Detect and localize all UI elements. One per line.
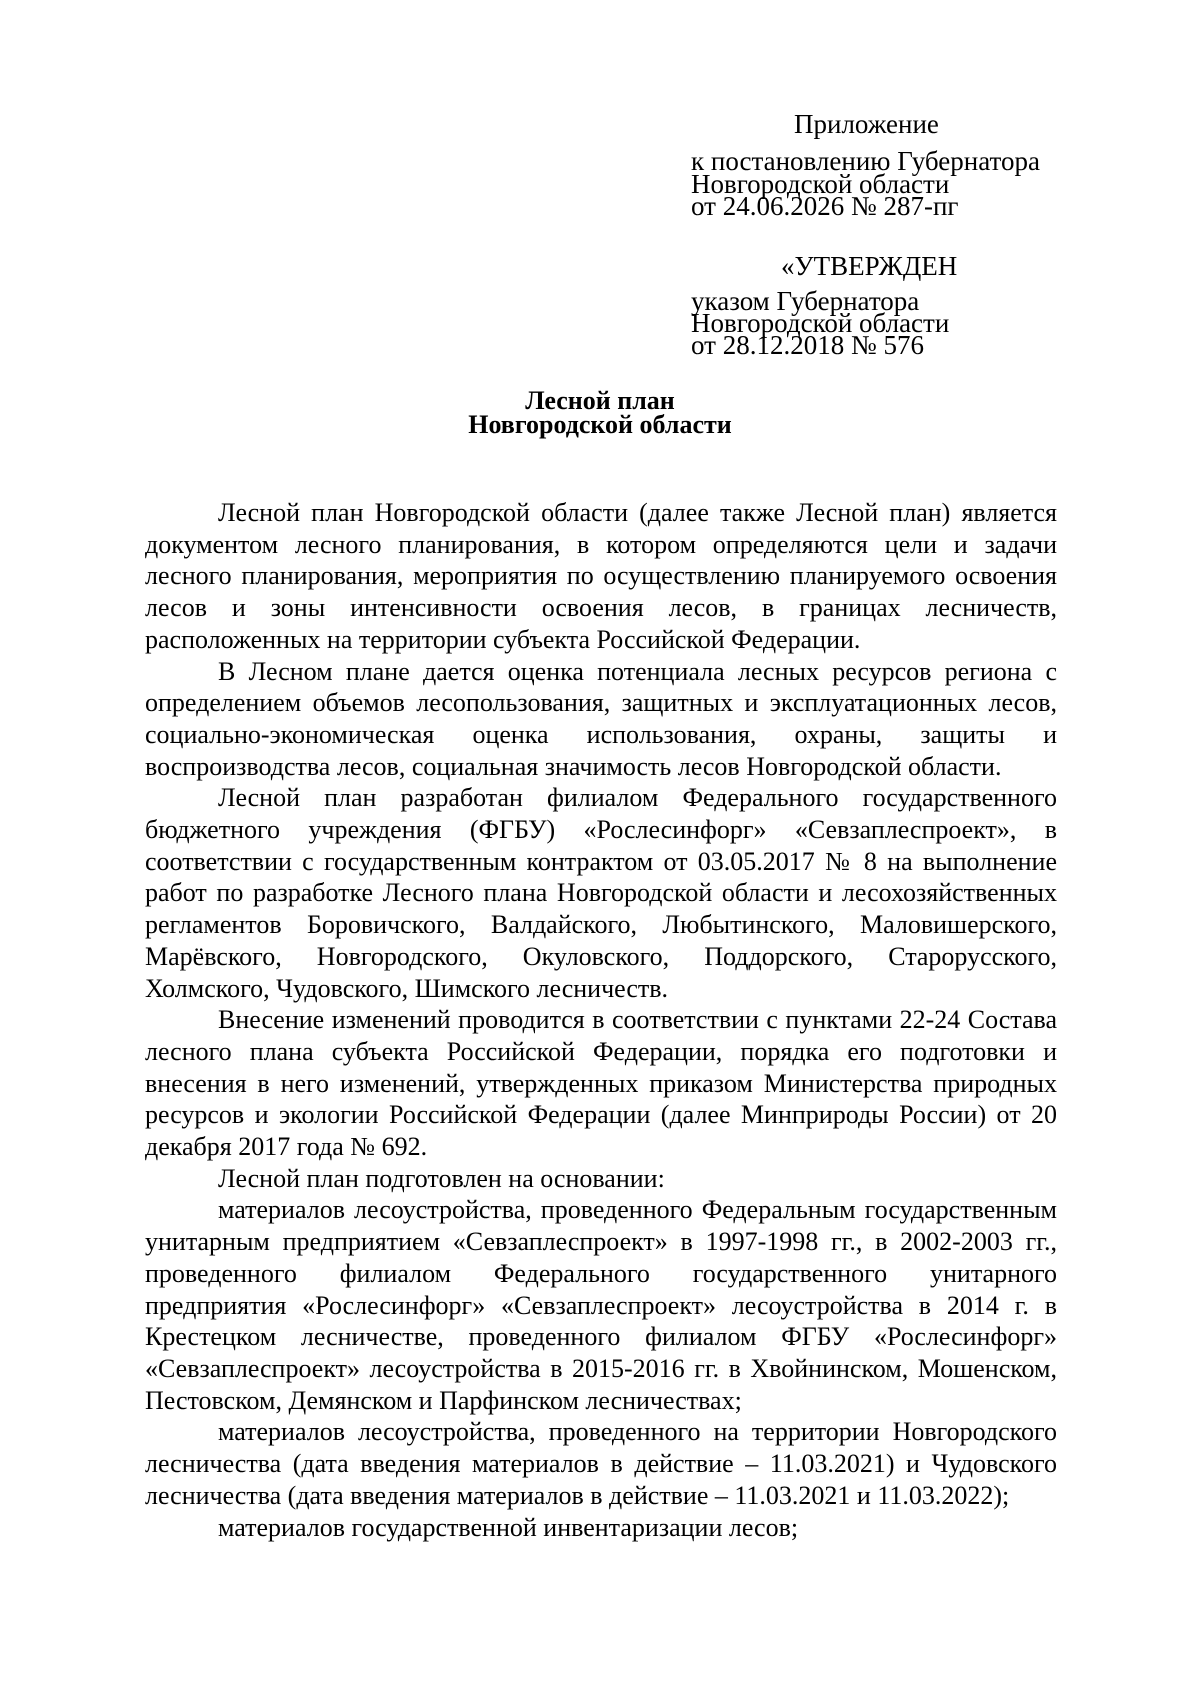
appendix-region-line: Новгородской области: [691, 169, 950, 199]
appendix-decree-line: к постановлению Губернатора: [691, 146, 1040, 176]
appendix-date-number: от 24.06.2026 № 287-пг: [691, 191, 959, 221]
document-body: [145, 497, 1057, 1543]
document-title-line-2: Новгородской области: [468, 410, 732, 439]
approved-region-line: Новгородской области: [691, 308, 950, 338]
paragraph-developer: Лесной план разработан филиалом Федерального государственного бюджетного учреждения (ФГБУ) «Рослесинфорг» «Севзаплеспроект», в соответствии с государственным контрактом от 03.05.2017 № 8 на выполнение работ по разработке Лесного плана Новгородской области и лесохозяйственных регламентов Боровичского, Валдайского, Любытинского, Маловишерского, Марёвского, Новгородского, Окуловского, Поддорского, Старорусского, Холмского, Чудовского, Шимского лесничеств.: [145, 783, 1057, 1003]
approved-order-line: указом Губернатора: [691, 286, 920, 316]
paragraph-basis: Лесной план подготовлен на основании:: [218, 1163, 665, 1193]
list-item-novgorod-chudovo-materials: материалов лесоустройства, проведенного на территории Новгородского лесничества (дата введения материалов в действие – 11.03.2021) и Чудовского лесничества (дата введения материалов в действие – 11.03.2021 и 11.03.2022);: [145, 1417, 1057, 1510]
list-item-forest-inventory-materials: материалов лесоустройства, проведенного Федеральным государственным унитарным предприятием «Севзаплеспроект» в 1997-1998 гг., в 2002-2003 гг., проведенного филиалом Федерального государственного унитарного предприятия «Рослесинфорг» «Севзаплеспроект» лесоустройства в 2014 г. в Крестецком лесничестве, проведенного филиалом ФГБУ «Рослесинфорг» «Севзаплеспроект» лесоустройства в 2015-2016 гг. в Хвойнинском, Мошенском, Пестовском, Демянском и Парфинском лесничествах;: [145, 1195, 1057, 1415]
paragraph-amendments: Внесение изменений проводится в соответствии с пунктами 22-24 Состава лесного плана субъекта Российской Федерации, порядка его подготовки и внесения в него изменений, утвержденных приказом Министерства природных ресурсов и экологии Российской Федерации (далее Минприроды России) от 20 декабря 2017 года № 692.: [145, 1005, 1057, 1162]
paragraph-assessment: В Лесном плане дается оценка потенциала лесных ресурсов региона с определением объемов лесопользования, защитных и эксплуатационных лесов, социально-экономическая оценка использования, охраны, защиты и воспроизводства лесов, социальная значимость лесов Новгородской области.: [145, 656, 1057, 781]
list-item-state-inventory: материалов государственной инвентаризации лесов;: [218, 1512, 799, 1542]
paragraph-intro: Лесной план Новгородской области (далее также Лесной план) является документом лесного планирования, в котором определяются цели и задачи лесного планирования, мероприятия по осуществлению планируемого освоения лесов и зоны интенсивности освоения лесов, в границах лесничеств, расположенных на территории субъекта Российской Федерации.: [145, 498, 1057, 654]
approved-label: «УТВЕРЖДЕН: [781, 251, 958, 281]
appendix-label: Приложение: [794, 109, 939, 139]
document-title-line-1: Лесной план: [525, 386, 675, 415]
approved-date-number: от 28.12.2018 № 576: [691, 330, 924, 360]
